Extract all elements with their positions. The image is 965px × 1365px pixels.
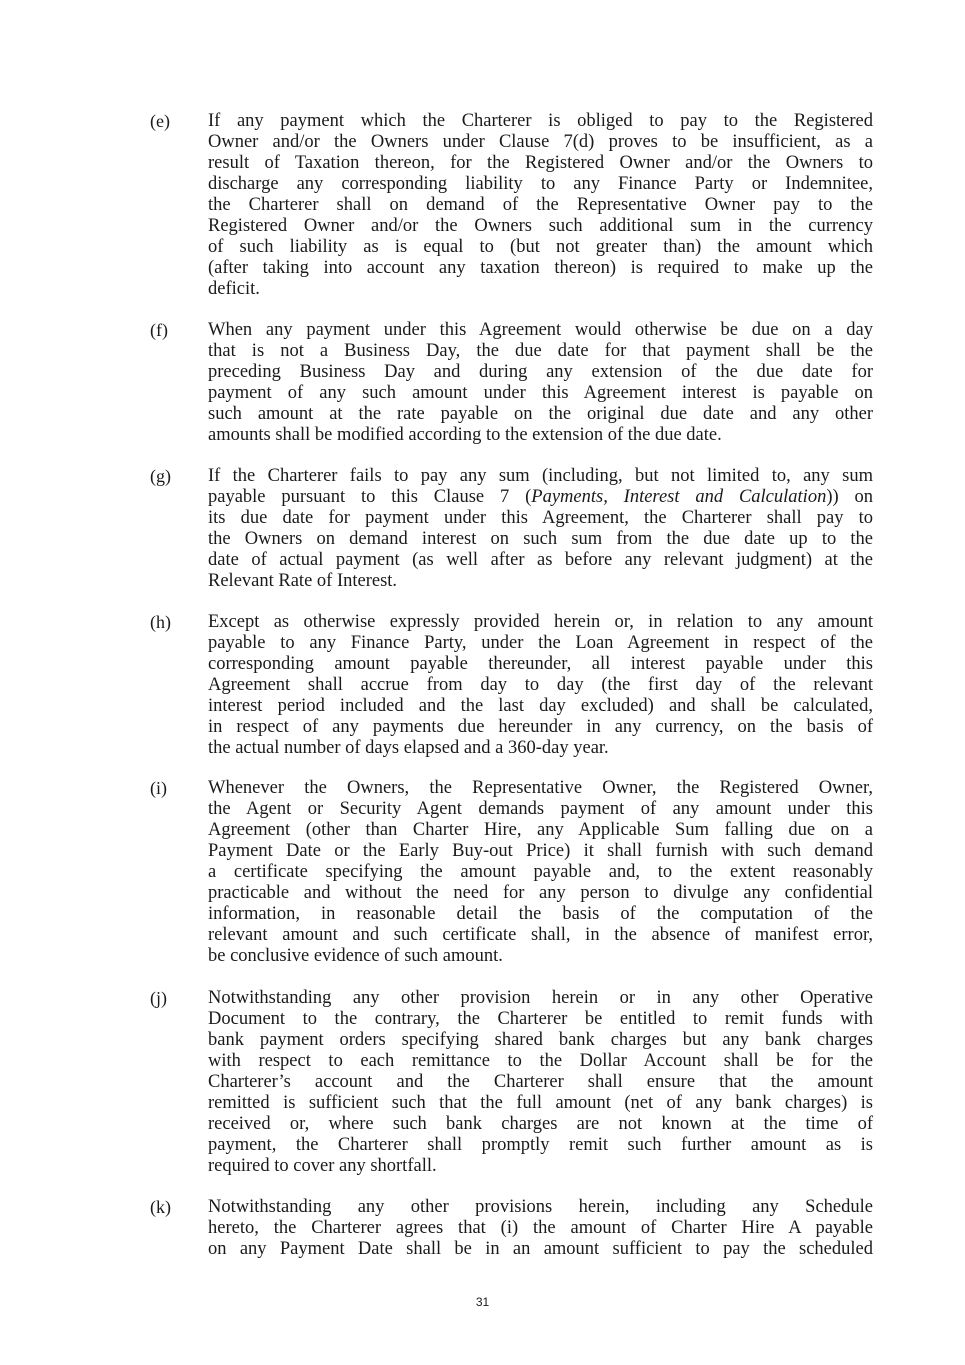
text-line: hereto, the Charterer agrees that (i) the amount of Charter Hire A payable bbox=[208, 1218, 873, 1238]
clause-i bbox=[150, 778, 873, 967]
text-line: If the Charterer fails to pay any sum (including, but not limited to, any sum bbox=[208, 466, 873, 486]
text-line: Except as otherwise expressly provided herein or, in relation to any amount bbox=[208, 612, 873, 632]
text-line: result of Taxation thereon, for the Registered Owner and/or the Owners to bbox=[208, 153, 873, 173]
clause-text bbox=[208, 320, 873, 446]
clause-label: (e) bbox=[150, 111, 170, 131]
text-line: required to cover any shortfall. bbox=[208, 1156, 437, 1176]
text-line: practicable and without the need for any person to divulge any confidential bbox=[208, 883, 873, 903]
clause-j bbox=[150, 988, 873, 1177]
clause-label: (f) bbox=[150, 320, 168, 340]
clause-text bbox=[208, 1197, 873, 1260]
italic-clause-title: Payments, Interest and Calculation bbox=[531, 487, 827, 507]
clause-text bbox=[208, 466, 873, 592]
text-line: payable to any Finance Party, under the Loan Agreement in respect of the bbox=[208, 633, 873, 653]
text-line: payment of any such amount under this Agreement interest is payable on bbox=[208, 383, 873, 403]
text-line: Notwithstanding any other provision herein or in any other Operative bbox=[208, 988, 873, 1008]
text-line: (after taking into account any taxation thereon) is required to make up the bbox=[208, 258, 873, 278]
text-line: When any payment under this Agreement would otherwise be due on a day bbox=[208, 320, 873, 340]
text-line: such amount at the rate payable on the original due date and any other bbox=[208, 404, 873, 424]
text-line: the Agent or Security Agent demands payment of any amount under this bbox=[208, 799, 873, 819]
clause-text bbox=[208, 988, 873, 1177]
text-line: payment, the Charterer shall promptly remit such further amount as is bbox=[208, 1135, 873, 1155]
text-line: Registered Owner and/or the Owners such additional sum in the currency bbox=[208, 216, 873, 236]
clause-label: (g) bbox=[150, 466, 171, 486]
clause-label: (k) bbox=[150, 1197, 171, 1217]
clause-text bbox=[208, 612, 873, 759]
text-line: discharge any corresponding liability to any Finance Party or Indemnitee, bbox=[208, 174, 873, 194]
text-line: If any payment which the Charterer is obliged to pay to the Registered bbox=[208, 111, 873, 131]
text-line: Agreement shall accrue from day to day (the first day of the relevant bbox=[208, 675, 873, 695]
text-line: Owner and/or the Owners under Clause 7(d) proves to be insufficient, as a bbox=[208, 132, 873, 152]
text-line: relevant amount and such certificate shall, in the absence of manifest error, bbox=[208, 925, 873, 945]
text-line: with respect to each remittance to the Dollar Account shall be for the bbox=[208, 1051, 873, 1071]
text-line: its due date for payment under this Agreement, the Charterer shall pay to bbox=[208, 508, 873, 528]
text-line: amounts shall be modified according to the extension of the due date. bbox=[208, 425, 722, 445]
clause-g bbox=[150, 466, 873, 592]
text-line: that is not a Business Day, the due date for that payment shall be the bbox=[208, 341, 873, 361]
text-line: Whenever the Owners, the Representative Owner, the Registered Owner, bbox=[208, 778, 873, 798]
clause-f bbox=[150, 320, 873, 446]
text-line: interest period included and the last day excluded) and shall be calculated, bbox=[208, 696, 873, 716]
text-line: be conclusive evidence of such amount. bbox=[208, 946, 503, 966]
clause-text bbox=[208, 778, 873, 967]
text-line: the actual number of days elapsed and a 360-day year. bbox=[208, 738, 609, 758]
text-line: Agreement (other than Charter Hire, any Applicable Sum falling due on a bbox=[208, 820, 873, 840]
text-line: Relevant Rate of Interest. bbox=[208, 571, 398, 591]
text-line: received or, where such bank charges are not known at the time of bbox=[208, 1114, 873, 1134]
text-line: of such liability as is equal to (but not greater than) the amount which bbox=[208, 237, 873, 257]
text-line bbox=[208, 487, 873, 508]
text-line: preceding Business Day and during any extension of the due date for bbox=[208, 362, 873, 382]
text-line: bank payment orders specifying shared bank charges but any bank charges bbox=[208, 1030, 873, 1050]
clause-k bbox=[150, 1197, 873, 1260]
text-line: in respect of any payments due hereunder in any currency, on the basis of bbox=[208, 717, 873, 737]
clause-label: (h) bbox=[150, 612, 171, 632]
clause-text bbox=[208, 111, 873, 300]
text-line: deficit. bbox=[208, 279, 260, 299]
text-line: Document to the contrary, the Charterer be entitled to remit funds with bbox=[208, 1009, 873, 1029]
text-line: date of actual payment (as well after as before any relevant judgment) at the bbox=[208, 550, 873, 570]
text-line: a certificate specifying the amount payable and, to the extent reasonably bbox=[208, 862, 873, 882]
clause-e bbox=[150, 111, 873, 300]
text-line: the Owners on demand interest on such sum from the due date up to the bbox=[208, 529, 873, 549]
text-line: information, in reasonable detail the basis of the computation of the bbox=[208, 904, 873, 924]
clause-label: (i) bbox=[150, 778, 167, 798]
text-line: the Charterer shall on demand of the Representative Owner pay to the bbox=[208, 195, 873, 215]
clause-label: (j) bbox=[150, 988, 167, 1008]
text-line: Payment Date or the Early Buy-out Price) it shall furnish with such demand bbox=[208, 841, 873, 861]
text-line: remitted is sufficient such that the full amount (net of any bank charges) is bbox=[208, 1093, 873, 1113]
text-line: on any Payment Date shall be in an amount sufficient to pay the scheduled bbox=[208, 1239, 873, 1259]
text-segment: payable pursuant to this Clause 7 ( bbox=[208, 487, 532, 507]
clause-h bbox=[150, 612, 873, 759]
text-line: corresponding amount payable thereunder, all interest payable under this bbox=[208, 654, 873, 674]
text-segment: )) on bbox=[826, 487, 874, 507]
page-number: 31 bbox=[475, 1295, 490, 1309]
text-line: Charterer’s account and the Charterer shall ensure that the amount bbox=[208, 1072, 873, 1092]
text-line: Notwithstanding any other provisions herein, including any Schedule bbox=[208, 1197, 873, 1217]
